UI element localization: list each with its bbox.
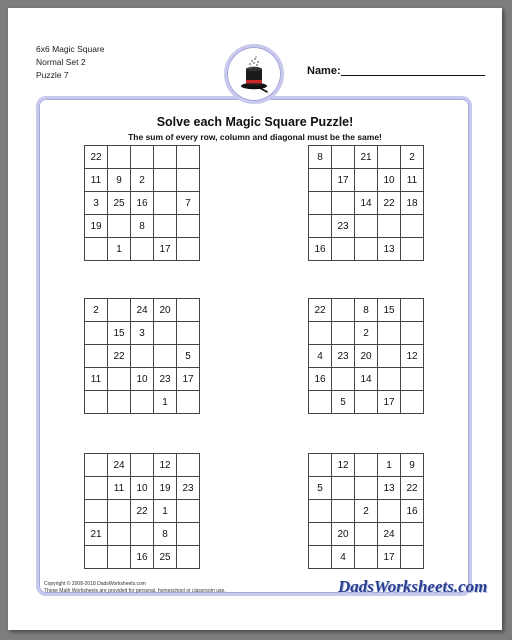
grid-cell[interactable]: 22 xyxy=(85,146,108,169)
grid-cell[interactable] xyxy=(154,169,177,192)
grid-cell[interactable]: 3 xyxy=(131,322,154,345)
grid-cell[interactable] xyxy=(309,391,332,414)
grid-cell[interactable]: 25 xyxy=(154,546,177,569)
grid-cell[interactable] xyxy=(177,146,200,169)
grid-cell[interactable] xyxy=(332,146,355,169)
grid-row xyxy=(85,345,200,368)
grid-row xyxy=(85,477,200,500)
grid-cell[interactable] xyxy=(108,368,131,391)
grid-cell[interactable]: 1 xyxy=(154,500,177,523)
grid-cell[interactable]: 10 xyxy=(378,169,401,192)
grid-cell[interactable] xyxy=(131,146,154,169)
grid-cell[interactable] xyxy=(108,546,131,569)
grid-cell[interactable]: 16 xyxy=(131,192,154,215)
grid-cell[interactable]: 8 xyxy=(355,299,378,322)
magic-square-puzzle-3 xyxy=(84,298,200,414)
instructions-title: Solve each Magic Square Puzzle! xyxy=(156,115,354,129)
grid-cell[interactable]: 21 xyxy=(355,146,378,169)
grid-cell[interactable] xyxy=(332,368,355,391)
name-field[interactable] xyxy=(341,75,485,76)
grid-cell[interactable] xyxy=(85,345,108,368)
grid-cell[interactable] xyxy=(309,546,332,569)
grid-row xyxy=(309,391,424,414)
grid-row xyxy=(85,169,200,192)
grid-row xyxy=(309,322,424,345)
grid-cell[interactable]: 8 xyxy=(154,523,177,546)
grid-cell[interactable] xyxy=(378,146,401,169)
grid-cell[interactable] xyxy=(177,238,200,261)
grid-cell[interactable]: 12 xyxy=(332,454,355,477)
usage-note: These Math Worksheets are provided for personal, homeschool or classroom use. xyxy=(44,588,226,594)
grid-cell[interactable]: 16 xyxy=(401,500,424,523)
grid-cell[interactable] xyxy=(355,523,378,546)
grid-cell[interactable] xyxy=(378,345,401,368)
instructions-subtitle: The sum of every row, column and diagonal must be the same! xyxy=(128,132,382,142)
grid-cell[interactable] xyxy=(401,238,424,261)
grid-cell[interactable] xyxy=(401,368,424,391)
grid-cell[interactable] xyxy=(154,215,177,238)
grid-cell[interactable] xyxy=(401,299,424,322)
grid-cell[interactable] xyxy=(177,546,200,569)
grid-cell[interactable] xyxy=(177,454,200,477)
grid-cell[interactable]: 1 xyxy=(108,238,131,261)
grid-cell[interactable]: 2 xyxy=(85,299,108,322)
grid-cell[interactable] xyxy=(401,546,424,569)
grid-cell[interactable] xyxy=(355,546,378,569)
grid-cell[interactable] xyxy=(85,477,108,500)
worksheet-page xyxy=(8,8,502,630)
grid-cell[interactable]: 11 xyxy=(108,477,131,500)
grid-cell[interactable] xyxy=(332,322,355,345)
grid-row xyxy=(85,500,200,523)
grid-cell[interactable]: 24 xyxy=(131,299,154,322)
grid-cell[interactable] xyxy=(131,391,154,414)
grid-cell[interactable] xyxy=(309,192,332,215)
grid-cell[interactable]: 16 xyxy=(309,368,332,391)
grid-cell[interactable]: 2 xyxy=(355,322,378,345)
grid-cell[interactable] xyxy=(401,523,424,546)
grid-cell[interactable] xyxy=(332,500,355,523)
grid-cell[interactable]: 11 xyxy=(85,169,108,192)
grid-row xyxy=(309,523,424,546)
grid-row xyxy=(309,192,424,215)
grid-cell[interactable] xyxy=(177,523,200,546)
grid-row xyxy=(85,523,200,546)
grid-cell[interactable] xyxy=(309,215,332,238)
grid-cell[interactable] xyxy=(85,322,108,345)
grid-row xyxy=(85,146,200,169)
magic-square-puzzle-1 xyxy=(84,145,200,261)
grid-cell[interactable] xyxy=(108,215,131,238)
grid-cell[interactable]: 8 xyxy=(309,146,332,169)
grid-cell[interactable] xyxy=(378,322,401,345)
grid-cell[interactable]: 4 xyxy=(332,546,355,569)
grid-row xyxy=(85,238,200,261)
grid-row xyxy=(85,192,200,215)
grid-cell[interactable]: 14 xyxy=(355,368,378,391)
grid-cell[interactable]: 23 xyxy=(332,215,355,238)
grid-cell[interactable] xyxy=(108,391,131,414)
grid-cell[interactable] xyxy=(85,391,108,414)
grid-cell[interactable]: 24 xyxy=(108,454,131,477)
grid-row xyxy=(85,215,200,238)
worksheet-type: 6x6 Magic Square xyxy=(36,44,105,54)
grid-cell[interactable]: 17 xyxy=(332,169,355,192)
grid-cell[interactable] xyxy=(108,299,131,322)
grid-cell[interactable]: 4 xyxy=(309,345,332,368)
grid-cell[interactable]: 17 xyxy=(378,391,401,414)
grid-cell[interactable]: 23 xyxy=(177,477,200,500)
grid-cell[interactable]: 20 xyxy=(332,523,355,546)
grid-row xyxy=(85,454,200,477)
grid-cell[interactable]: 16 xyxy=(131,546,154,569)
grid-cell[interactable] xyxy=(332,299,355,322)
grid-cell[interactable]: 23 xyxy=(154,368,177,391)
grid-cell[interactable] xyxy=(332,238,355,261)
grid-cell[interactable]: 8 xyxy=(131,215,154,238)
grid-row xyxy=(85,391,200,414)
grid-cell[interactable]: 12 xyxy=(401,345,424,368)
grid-cell[interactable]: 16 xyxy=(309,238,332,261)
grid-cell[interactable]: 19 xyxy=(85,215,108,238)
magic-square-puzzle-6 xyxy=(308,453,424,569)
magic-square-puzzle-2 xyxy=(308,145,424,261)
grid-row xyxy=(85,322,200,345)
grid-cell[interactable]: 23 xyxy=(332,345,355,368)
grid-cell[interactable]: 12 xyxy=(154,454,177,477)
grid-cell[interactable]: 9 xyxy=(108,169,131,192)
grid-row xyxy=(309,500,424,523)
grid-cell[interactable] xyxy=(85,546,108,569)
grid-cell[interactable] xyxy=(177,391,200,414)
grid-cell[interactable]: 25 xyxy=(108,192,131,215)
grid-cell[interactable]: 15 xyxy=(378,299,401,322)
grid-row xyxy=(309,238,424,261)
grid-cell[interactable] xyxy=(401,322,424,345)
grid-cell[interactable]: 11 xyxy=(85,368,108,391)
grid-cell[interactable]: 14 xyxy=(355,192,378,215)
grid-cell[interactable] xyxy=(378,215,401,238)
grid-cell[interactable] xyxy=(108,500,131,523)
name-label: Name: xyxy=(307,65,341,77)
grid-cell[interactable] xyxy=(177,500,200,523)
grid-cell[interactable]: 20 xyxy=(355,345,378,368)
grid-cell[interactable] xyxy=(131,454,154,477)
worksheet-set: Normal Set 2 xyxy=(36,57,86,67)
grid-row xyxy=(85,299,200,322)
grid-cell[interactable]: 5 xyxy=(332,391,355,414)
grid-cell[interactable]: 22 xyxy=(131,500,154,523)
grid-cell[interactable] xyxy=(154,345,177,368)
grid-cell[interactable] xyxy=(378,368,401,391)
grid-cell[interactable] xyxy=(401,215,424,238)
grid-cell[interactable]: 5 xyxy=(177,345,200,368)
grid-row xyxy=(309,169,424,192)
grid-cell[interactable]: 22 xyxy=(401,477,424,500)
grid-row xyxy=(85,368,200,391)
grid-cell[interactable] xyxy=(85,454,108,477)
grid-row xyxy=(309,215,424,238)
grid-cell[interactable]: 15 xyxy=(108,322,131,345)
grid-cell[interactable]: 17 xyxy=(177,368,200,391)
magic-hat-icon xyxy=(224,44,284,104)
grid-cell[interactable]: 24 xyxy=(378,523,401,546)
grid-cell[interactable]: 2 xyxy=(131,169,154,192)
grid-cell[interactable]: 2 xyxy=(401,146,424,169)
grid-cell[interactable] xyxy=(85,500,108,523)
grid-row xyxy=(309,299,424,322)
grid-cell[interactable]: 11 xyxy=(401,169,424,192)
grid-row xyxy=(309,345,424,368)
grid-cell[interactable]: 22 xyxy=(108,345,131,368)
grid-cell[interactable]: 10 xyxy=(131,368,154,391)
grid-cell[interactable] xyxy=(355,477,378,500)
grid-cell[interactable] xyxy=(309,169,332,192)
dadsworksheets-logo[interactable]: DadsWorksheets.com xyxy=(338,577,488,596)
grid-cell[interactable]: 5 xyxy=(309,477,332,500)
grid-cell[interactable] xyxy=(401,391,424,414)
grid-cell[interactable] xyxy=(355,169,378,192)
grid-cell[interactable] xyxy=(177,322,200,345)
grid-cell[interactable] xyxy=(355,238,378,261)
grid-cell[interactable]: 18 xyxy=(401,192,424,215)
grid-row xyxy=(309,546,424,569)
grid-cell[interactable]: 10 xyxy=(131,477,154,500)
grid-cell[interactable] xyxy=(309,500,332,523)
grid-cell[interactable]: 17 xyxy=(154,238,177,261)
grid-row xyxy=(309,477,424,500)
grid-cell[interactable] xyxy=(309,523,332,546)
grid-cell[interactable] xyxy=(355,454,378,477)
grid-cell[interactable] xyxy=(108,146,131,169)
magic-square-puzzle-5 xyxy=(84,453,200,569)
grid-cell[interactable] xyxy=(154,322,177,345)
grid-row xyxy=(309,368,424,391)
grid-cell[interactable]: 1 xyxy=(378,454,401,477)
grid-cell[interactable] xyxy=(154,146,177,169)
grid-cell[interactable]: 1 xyxy=(154,391,177,414)
grid-cell[interactable] xyxy=(131,523,154,546)
grid-cell[interactable]: 7 xyxy=(177,192,200,215)
grid-cell[interactable] xyxy=(131,345,154,368)
grid-cell[interactable]: 22 xyxy=(309,299,332,322)
grid-row xyxy=(309,146,424,169)
grid-cell[interactable] xyxy=(378,500,401,523)
grid-cell[interactable] xyxy=(177,215,200,238)
grid-cell[interactable]: 13 xyxy=(378,238,401,261)
grid-cell[interactable] xyxy=(355,215,378,238)
grid-cell[interactable]: 21 xyxy=(85,523,108,546)
grid-cell[interactable] xyxy=(177,169,200,192)
grid-cell[interactable]: 22 xyxy=(378,192,401,215)
grid-cell[interactable]: 3 xyxy=(85,192,108,215)
grid-cell[interactable] xyxy=(108,523,131,546)
grid-cell[interactable]: 13 xyxy=(378,477,401,500)
grid-cell[interactable] xyxy=(332,477,355,500)
grid-cell[interactable]: 9 xyxy=(401,454,424,477)
magic-square-puzzle-4 xyxy=(308,298,424,414)
grid-cell[interactable] xyxy=(355,391,378,414)
grid-cell[interactable] xyxy=(177,299,200,322)
grid-cell[interactable] xyxy=(309,454,332,477)
grid-row xyxy=(85,546,200,569)
puzzle-number: Puzzle 7 xyxy=(36,70,69,80)
grid-cell[interactable] xyxy=(154,192,177,215)
grid-cell[interactable]: 17 xyxy=(378,546,401,569)
grid-cell[interactable] xyxy=(85,238,108,261)
copyright-text: Copyright © 2008-2018 DadsWorksheets.com xyxy=(44,581,146,587)
grid-cell[interactable] xyxy=(309,322,332,345)
grid-row xyxy=(309,454,424,477)
grid-cell[interactable] xyxy=(131,238,154,261)
grid-cell[interactable] xyxy=(332,192,355,215)
grid-cell[interactable]: 2 xyxy=(355,500,378,523)
grid-cell[interactable]: 20 xyxy=(154,299,177,322)
grid-cell[interactable]: 19 xyxy=(154,477,177,500)
